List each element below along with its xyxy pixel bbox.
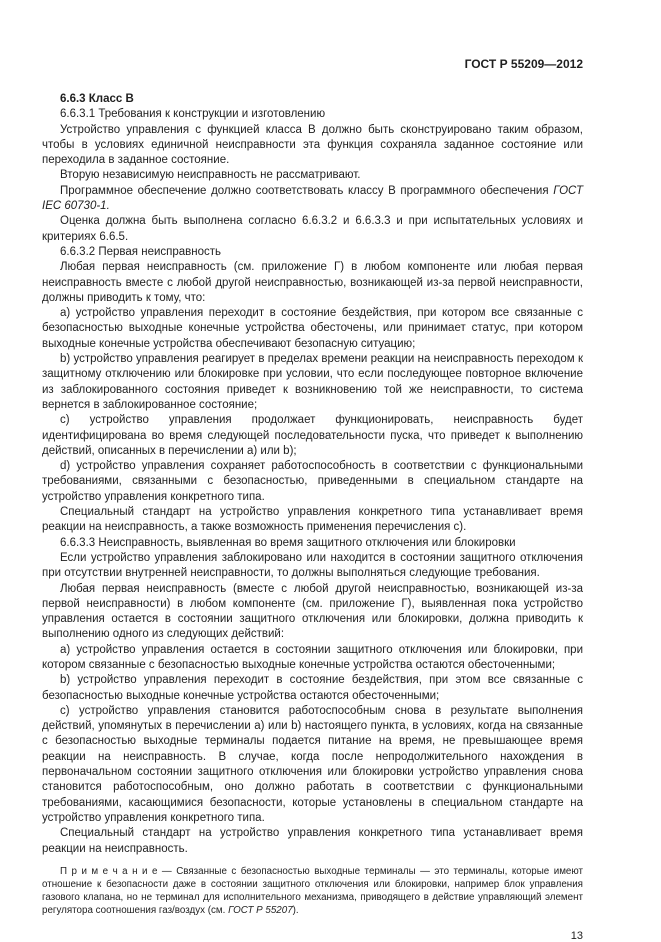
- note-text-end: ).: [292, 904, 299, 916]
- paragraph: Специальный стандарт на устройство управления конкретного типа устанавливает время реакции на неисправность.: [42, 827, 583, 855]
- list-item-a: a) устройство управления остается в состоянии защитного отключения или блокировки, при котором связанные с безопасностью выходные конечные устройства остаются обесточенными;: [42, 643, 583, 671]
- list-item-b: b) устройство управления реагирует в пределах времени реакции на неисправность переходом к защитному отключению или блокировке при условии, что если последующее повторное включение из заблокированного состояния приведет к возникновению той же неисправности, то система вернется в заблокированное состояние;: [42, 353, 583, 411]
- paragraph: Устройство управления с функцией класса В должно быть сконструировано таким образом, чтобы в условиях единичной неисправности эта функция сохраняла заданное состояние или переходила в заданное состояние.: [42, 123, 583, 167]
- note-text: П р и м е ч а н и е — Связанные с безопасностью выходные терминалы — это терминалы, которые имеют отношение к безопасности даже в состоянии защитного отключения или блокировки, например блок управления газового клапана, но не терминал для исполнительного механизма, приводящего в действие управляющий элемент регулятора соотношения газ/воздух (см.: [42, 865, 583, 916]
- page-number: 13: [570, 929, 583, 942]
- list-item-a: a) устройство управления переходит в состояние бездействия, при котором все связанные с безопасностью выходные конечные устройства обесточены, или принимает статус, при котором выходные конечные устройства обеспечивают безопасную ситуацию;: [42, 307, 583, 350]
- standard-reference: ГОСТ Р 55207: [228, 904, 293, 916]
- paragraph: Специальный стандарт на устройство управления конкретного типа устанавливает время реакции на неисправность, а также возможность применения перечисления c).: [42, 506, 583, 534]
- page-content: [42, 58, 583, 942]
- paragraph: Любая первая неисправность (см. приложение Г) в любом компоненте или любая первая неисправность вместе с любой другой неисправностью, возникающей из-за первой неисправности, должны приводить к тому, что:: [42, 261, 583, 304]
- paragraph-text: Программное обеспечение должно соответствовать классу В программного обеспечения: [60, 184, 554, 197]
- document-code: ГОСТ Р 55209—2012: [464, 57, 583, 71]
- subsection-title-6631: 6.6.3.1 Требования к конструкции и изготовлению: [60, 108, 326, 121]
- paragraph: Если устройство управления заблокировано или находится в состоянии защитного отключения при отсутствии внутренней неисправности, то должны выполняться следующие требования.: [42, 551, 583, 580]
- list-item-c: c) устройство управления продолжает функционировать, неисправность будет идентифицирована во время следующей последовательности пуска, что приведет к выполнению действий, описанных в перечислении a) или b);: [42, 414, 583, 457]
- list-item-c: c) устройство управления становится работоспособным снова в результате выполнения действий, упомянутых в перечислении a) или b) настоящего пункта, в условиях, когда на связанные с безопасностью выходные терминалы подается питание на время, не превышающее время реакции на неисправность. В случае, когда после непродолжительного нахождения в первоначальном состоянии защитного отключения или блокировки устройство управления снова становится работоспособным, оно должно работать в соответствии с функциональными требованиями, касающимися безопасности, которые установлены в специальном стандарте на устройство управления конкретного типа.: [42, 704, 583, 824]
- document-body: [42, 92, 583, 857]
- paragraph: [42, 184, 583, 215]
- paragraph: Любая первая неисправность (вместе с любой другой неисправностью, возникающей из-за первой неисправности) в любом компоненте (см. приложение Г), выявленная пока устройство управления остается в состоянии защитного отключения или блокировки, должна приводить к выполнению одного из следующих действий:: [42, 582, 583, 641]
- section-heading-663: 6.6.3 Класс В: [60, 93, 134, 105]
- subsection-title-6633: 6.6.3.3 Неисправность, выявленная во время защитного отключения или блокировки: [60, 536, 516, 549]
- standard-reference: ГОСТ IEC 60730-1.: [42, 184, 583, 213]
- list-item-d: d) устройство управления сохраняет работоспособность в соответствии с функциональными требованиями, связанными с безопасностью, приведенными в специальном стандарте на устройство управления конкретного типа.: [42, 460, 583, 503]
- note-block: [42, 865, 583, 917]
- paragraph: Оценка должна быть выполнена согласно 6.6.3.2 и 6.6.3.3 и при испытательных условиях и критериях 6.6.5.: [42, 215, 583, 243]
- subsection-title-6632: 6.6.3.2 Первая неисправность: [60, 245, 222, 258]
- list-item-b: b) устройство управления переходит в состояние бездействия, при этом все связанные с безопасностью выходные конечные устройства остаются обесточенными;: [42, 674, 583, 702]
- paragraph: Вторую независимую неисправность не рассматривают.: [60, 169, 361, 182]
